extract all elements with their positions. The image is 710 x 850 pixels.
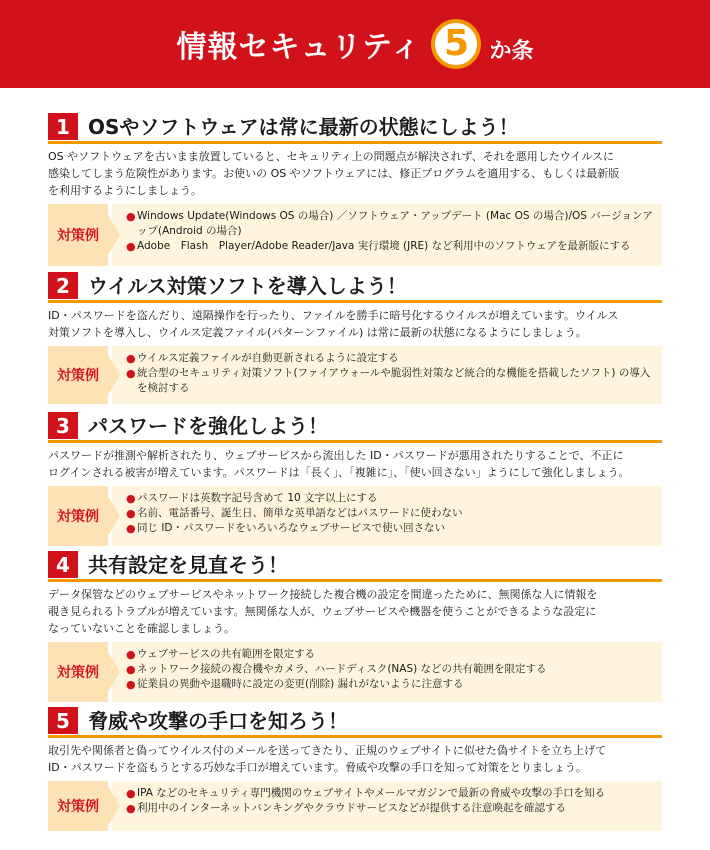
bullet-icon: ● bbox=[126, 507, 136, 520]
section-description bbox=[48, 307, 662, 341]
title-suffix: か条 bbox=[489, 38, 534, 64]
bullet-icon: ● bbox=[126, 210, 136, 223]
measure-item: ● ネットワーク接続の複合機やカメラ、ハードディスク(NAS) などの共有範囲を限定する bbox=[126, 663, 547, 676]
section-1 bbox=[48, 114, 662, 266]
measure-item: ● ウイルス定義ファイルが自動更新されるように設定する bbox=[126, 352, 399, 365]
measure-item: ● パスワードは英数字記号含めて 10 文字以上にする bbox=[126, 492, 378, 505]
bullet-icon: ● bbox=[126, 663, 136, 676]
measures-label: 対策例 bbox=[48, 642, 108, 702]
description-line: 対策ソフトを導入し、ウイルス定義ファイル(パターンファイル) は常に最新の状態になるようにしましょう。 bbox=[48, 326, 587, 339]
section-description bbox=[48, 447, 662, 481]
page-title: 情報セキュリティ bbox=[176, 30, 422, 65]
description-line: を利用するようにしましょう。 bbox=[48, 184, 202, 197]
measures-list bbox=[112, 486, 662, 546]
bullet-icon: ● bbox=[126, 240, 136, 253]
measure-item: ● Adobe Flash Player/Adobe Reader/Java 実行環境 (JRE) など利用中のソフトウェアを最新版にする bbox=[126, 240, 631, 253]
description-line: ID・パスワードを盗もうとする巧妙な手口が増えています。脅威や攻撃の手口を知って対策をとりましょう。 bbox=[48, 761, 587, 774]
measure-item: ● Windows Update(Windows OS の場合) ／ソフトウェア・アップデート (Mac OS の場合)/OS バージョンアップ(Android の場合) bbox=[126, 210, 653, 237]
description-line: ID・パスワードを盗んだり、遠隔操作を行ったり、ファイルを勝手に暗号化するウイルスが増えています。ウイルス bbox=[48, 309, 619, 322]
section-description bbox=[48, 742, 662, 776]
section-4 bbox=[48, 552, 662, 702]
section-number: 1 bbox=[48, 113, 78, 140]
bullet-icon: ● bbox=[126, 367, 136, 380]
measures-box bbox=[48, 204, 662, 266]
measures-list bbox=[112, 642, 662, 702]
measures-list bbox=[112, 204, 662, 266]
bullet-icon: ● bbox=[126, 352, 136, 365]
description-line: 取引先や関係者と偽ってウイルス付のメールを送ってきたり、正規のウェブサイトに似せた偽サイトを立ち上げて bbox=[48, 744, 607, 757]
description-line: パスワードが推測や解析されたり、ウェブサービスから流出した ID・パスワードが悪用されたりすることで、不正に bbox=[48, 449, 624, 462]
section-title: パスワードを強化しよう！ bbox=[88, 414, 328, 438]
bullet-icon: ● bbox=[126, 787, 136, 800]
description-line: データ保管などのウェブサービスやネットワーク接続した複合機の設定を間違ったために、無関係な人に情報を bbox=[48, 588, 598, 601]
bullet-icon: ● bbox=[126, 678, 136, 691]
measure-item: ● 利用中のインターネットバンキングやクラウドサービスなどが提供する注意喚起を確認する bbox=[126, 802, 567, 815]
measure-item: ● 同じ ID・パスワードをいろいろなウェブサービスで使い回さない bbox=[126, 522, 446, 535]
section-description bbox=[48, 148, 662, 199]
description-line: 覗き見られるトラブルが増えています。無関係な人が、ウェブサービスや機器を使うことができるような設定に bbox=[48, 605, 597, 618]
section-header bbox=[48, 708, 662, 738]
description-line: OS やソフトウェアを古いまま放置していると、セキュリティ上の問題点が解決されず、それを悪用したウイルスに bbox=[48, 150, 615, 163]
bullet-icon: ● bbox=[126, 492, 136, 505]
section-header bbox=[48, 273, 662, 303]
section-header bbox=[48, 552, 662, 582]
section-5 bbox=[48, 708, 662, 831]
section-number: 3 bbox=[48, 412, 78, 439]
section-number: 5 bbox=[48, 707, 78, 734]
number-badge: 5 bbox=[431, 19, 481, 69]
section-3 bbox=[48, 413, 662, 546]
section-title: OSやソフトウェアは常に最新の状態にしよう！ bbox=[88, 115, 519, 139]
measures-label: 対策例 bbox=[48, 486, 108, 546]
measures-box bbox=[48, 642, 662, 702]
section-description bbox=[48, 586, 662, 637]
measures-box bbox=[48, 781, 662, 831]
header-banner bbox=[0, 0, 710, 88]
measure-item: ● ウェブサービスの共有範囲を限定する bbox=[126, 648, 316, 661]
description-line: なっていないことを確認しましょう。 bbox=[48, 622, 235, 635]
measures-list bbox=[112, 346, 662, 404]
measures-list bbox=[112, 781, 662, 831]
measure-item: ● IPA などのセキュリティ専門機関のウェブサイトやメールマガジンで最新の脅威や攻撃の手口を知る bbox=[126, 787, 606, 800]
measure-item: ● 統合型のセキュリティ対策ソフト(ファイアウォールや脆弱性対策など統合的な機能を搭載したソフト) の導入を検討する bbox=[126, 367, 651, 394]
section-header bbox=[48, 114, 662, 144]
section-number: 4 bbox=[48, 551, 78, 578]
section-title: 脅威や攻撃の手口を知ろう！ bbox=[88, 709, 348, 733]
section-2 bbox=[48, 273, 662, 404]
bullet-icon: ● bbox=[126, 522, 136, 535]
bullet-icon: ● bbox=[126, 802, 136, 815]
section-number: 2 bbox=[48, 272, 78, 299]
section-header bbox=[48, 413, 662, 443]
measures-box bbox=[48, 486, 662, 546]
description-line: 感染してしまう危険性があります。お使いの OS やソフトウェアには、修正プログラムを適用する、もしくは最新版 bbox=[48, 167, 620, 180]
section-title: 共有設定を見直そう！ bbox=[88, 553, 288, 577]
section-title: ウイルス対策ソフトを導入しよう！ bbox=[88, 274, 407, 298]
measures-box bbox=[48, 346, 662, 404]
measures-label: 対策例 bbox=[48, 781, 108, 831]
measure-item: ● 名前、電話番号、誕生日、簡単な英単語などはパスワードに使わない bbox=[126, 507, 463, 520]
description-line: ログインされる被害が増えています。パスワードは「長く」、「複雑に」、「使い回さない」ようにして強化しましょう。 bbox=[48, 466, 630, 479]
measure-item: ● 従業員の異動や退職時に設定の変更(削除) 漏れがないように注意する bbox=[126, 678, 464, 691]
measures-label: 対策例 bbox=[48, 346, 108, 404]
bullet-icon: ● bbox=[126, 648, 136, 661]
measures-label: 対策例 bbox=[48, 204, 108, 266]
